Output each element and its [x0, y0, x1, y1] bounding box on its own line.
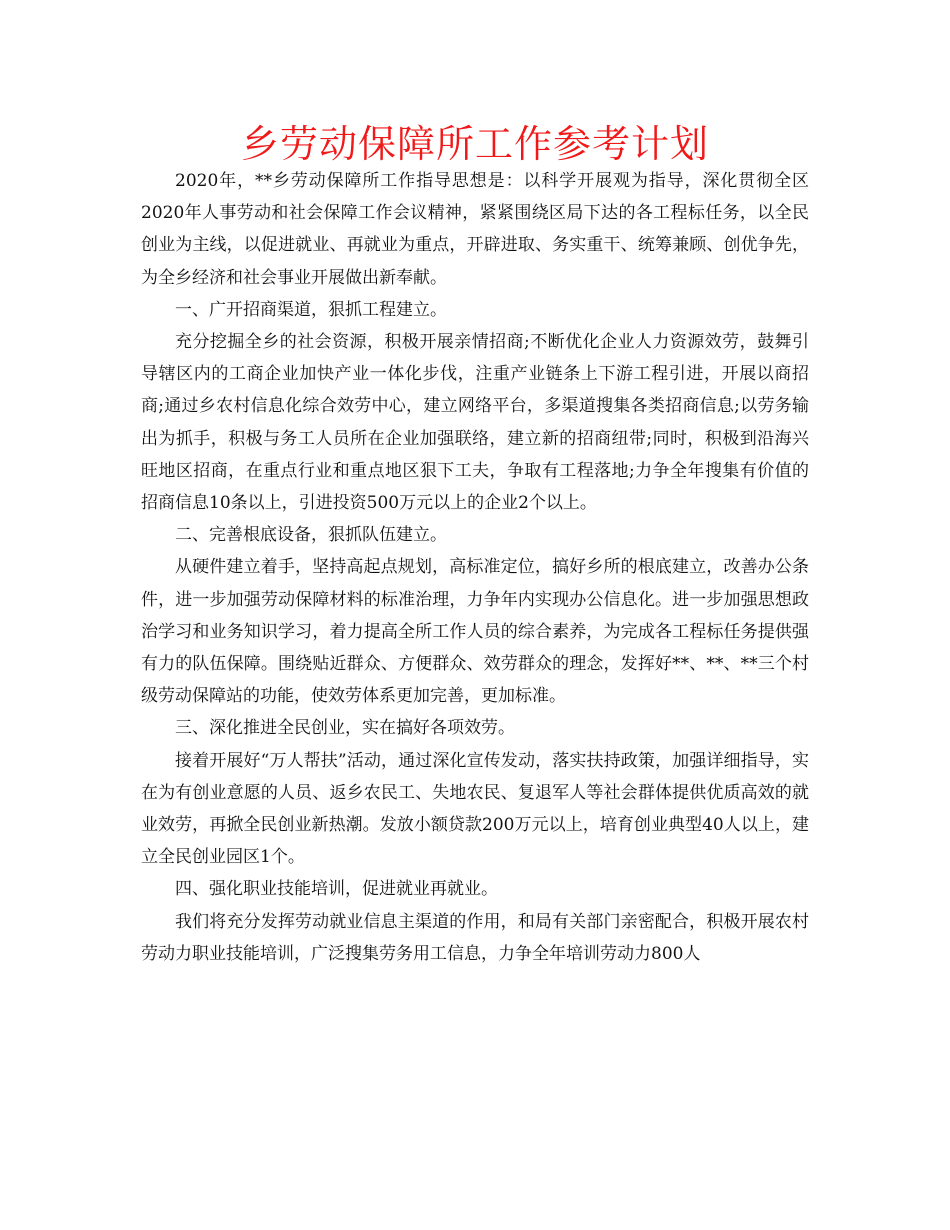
paragraph-section-1: 充分挖掘全乡的社会资源，积极开展亲情招商;不断优化企业人力资源效劳，鼓舞引导辖区内的工商企业加快产业一体化步伐，注重产业链条上下游工程引进，开展以商招商;通过乡农村信息化综合效劳中心，建立网络平台，多渠道搜集各类招商信息;以劳务输出为抓手，积极与务工人员所在企业加强联络，建立新的招商纽带;同时，积极到沿海兴旺地区招商，在重点行业和重点地区狠下工夫，争取有工程落地;力争全年搜集有价值的招商信息10条以上，引进投资500万元以上的企业2个以上。 — [141, 332, 809, 514]
section-heading-1: 一、广开招商渠道，狠抓工程建立。 — [175, 299, 447, 320]
paragraph-section-3: 接着开展好“万人帮扶”活动，通过深化宣传发动，落实扶持政策，加强详细指导，实在为有创业意愿的人员、返乡农民工、失地农民、复退军人等社会群体提供优质高效的就业效劳，再掀全民创业新热潮。发放小额贷款200万元以上，培育创业典型40人以上，建立全民创业园区1个。 — [141, 750, 809, 868]
paragraph-intro: 2020年，**乡劳动保障所工作指导思想是：以科学开展观为指导，深化贯彻全区2020年人事劳动和社会保障工作会议精神，紧紧围绕区局下达的各工程标任务，以全民创业为主线，以促进就业、再就业为重点，开辟进取、务实重干、统筹兼顾、创优争先，为全乡经济和社会事业开展做出新奉献。 — [141, 171, 809, 288]
document-body — [141, 165, 809, 970]
document-title: 乡劳动保障所工作参考计划 — [240, 122, 709, 166]
section-heading-4: 四、强化职业技能培训，促进就业再就业。 — [175, 879, 498, 900]
paragraph-section-4: 我们将充分发挥劳动就业信息主渠道的作用，和局有关部门亲密配合，积极开展农村劳动力职业技能培训，广泛搜集劳务用工信息，力争全年培训劳动力800人 — [141, 911, 809, 964]
section-heading-3: 三、深化推进全民创业，实在搞好各项效劳。 — [175, 718, 515, 739]
paragraph-section-2: 从硬件建立着手，坚持高起点规划，高标准定位，搞好乡所的根底建立，改善办公条件，进一步加强劳动保障材料的标准治理，力争年内实现办公信息化。进一步加强思想政治学习和业务知识学习，着力提高全所工作人员的综合素养，为完成各工程标任务提供强有力的队伍保障。围绕贴近群众、方便群众、效劳群众的理念，发挥好**、**、**三个村级劳动保障站的功能，使效劳体系更加完善，更加标准。 — [141, 557, 809, 707]
section-heading-2: 二、完善根底设备，狠抓队伍建立。 — [175, 525, 447, 546]
